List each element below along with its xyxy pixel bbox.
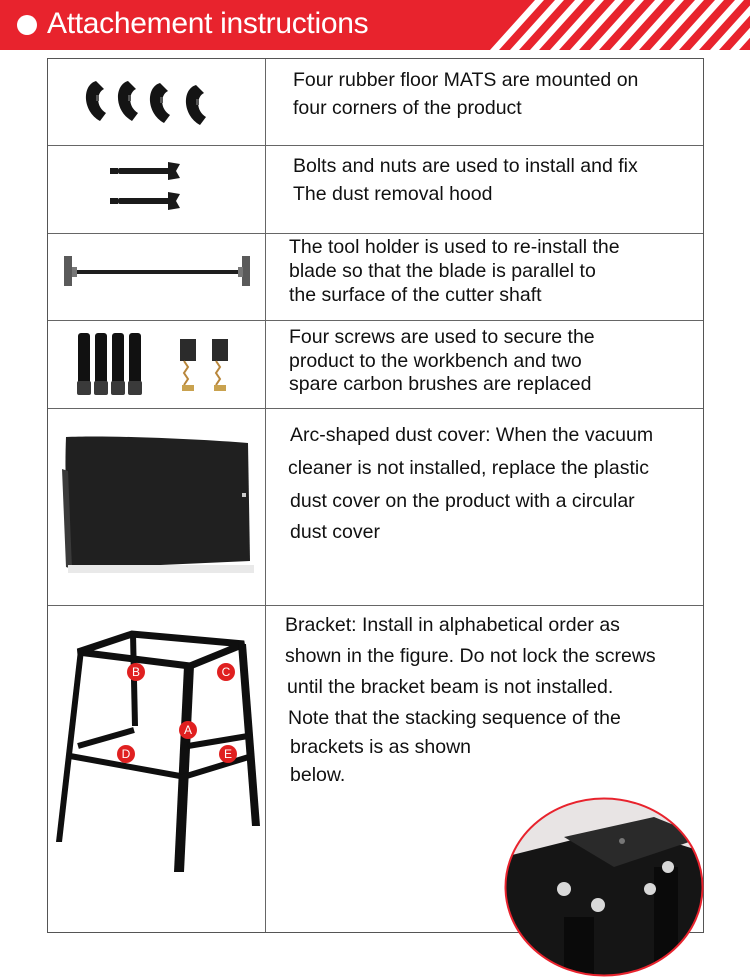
description-line: Four screws are used to secure the <box>289 326 595 348</box>
label-d: D <box>121 747 131 761</box>
instructions-table <box>47 58 704 933</box>
stripes-decoration <box>490 0 750 50</box>
text-cell <box>267 234 703 320</box>
tool-holder-image <box>48 234 266 320</box>
description-line: brackets is as shown <box>290 736 471 758</box>
description-line: The tool holder is used to re-install the <box>289 236 620 258</box>
description-line: below. <box>290 764 346 786</box>
dust-cover-image <box>48 409 266 605</box>
table-row <box>48 409 703 606</box>
label-c: C <box>221 665 231 679</box>
text-cell <box>267 321 703 408</box>
description-line: Bolts and nuts are used to install and fix <box>293 155 638 177</box>
bracket-stand-image <box>48 606 266 932</box>
bullet-icon <box>17 15 37 35</box>
description-line: spare carbon brushes are replaced <box>289 373 592 395</box>
description-line: until the bracket beam is not installed. <box>287 676 614 698</box>
text-cell <box>267 59 703 145</box>
text-cell <box>267 409 703 605</box>
description-line: Note that the stacking sequence of the <box>288 707 621 729</box>
description-line: the surface of the cutter shaft <box>289 284 542 306</box>
image-cell <box>48 606 266 932</box>
description-line: shown in the figure. Do not lock the screws <box>285 645 656 667</box>
image-cell <box>48 234 266 320</box>
image-cell <box>48 146 266 233</box>
label-a: A <box>183 723 193 737</box>
table-row <box>48 321 703 409</box>
image-cell <box>48 59 266 145</box>
description-line: cleaner is not installed, replace the plastic <box>288 457 649 479</box>
description-line: dust cover on the product with a circular <box>290 490 635 512</box>
image-cell <box>48 321 266 408</box>
image-cell <box>48 409 266 605</box>
screws-and-carbon-brushes-image <box>48 321 266 408</box>
label-e: E <box>223 747 233 761</box>
table-row <box>48 59 703 146</box>
description-line: dust cover <box>290 521 380 543</box>
header-banner <box>0 0 750 50</box>
rubber-floor-mats-image <box>48 59 266 145</box>
text-cell <box>267 146 703 233</box>
description-line: The dust removal hood <box>293 183 493 205</box>
description-line: blade so that the blade is parallel to <box>289 260 596 282</box>
label-b: B <box>131 665 141 679</box>
bracket-detail-closeup-image <box>504 797 704 977</box>
page-title: Attachement instructions <box>47 7 369 40</box>
description-line: Arc-shaped dust cover: When the vacuum <box>290 424 654 446</box>
description-line: four corners of the product <box>293 97 522 119</box>
table-row <box>48 234 703 321</box>
bolts-and-nuts-image <box>48 146 266 233</box>
description-line: Bracket: Install in alphabetical order as <box>285 614 620 636</box>
table-row <box>48 146 703 234</box>
description-line: product to the workbench and two <box>289 350 582 372</box>
table-row <box>48 606 703 932</box>
description-line: Four rubber floor MATS are mounted on <box>293 69 639 91</box>
